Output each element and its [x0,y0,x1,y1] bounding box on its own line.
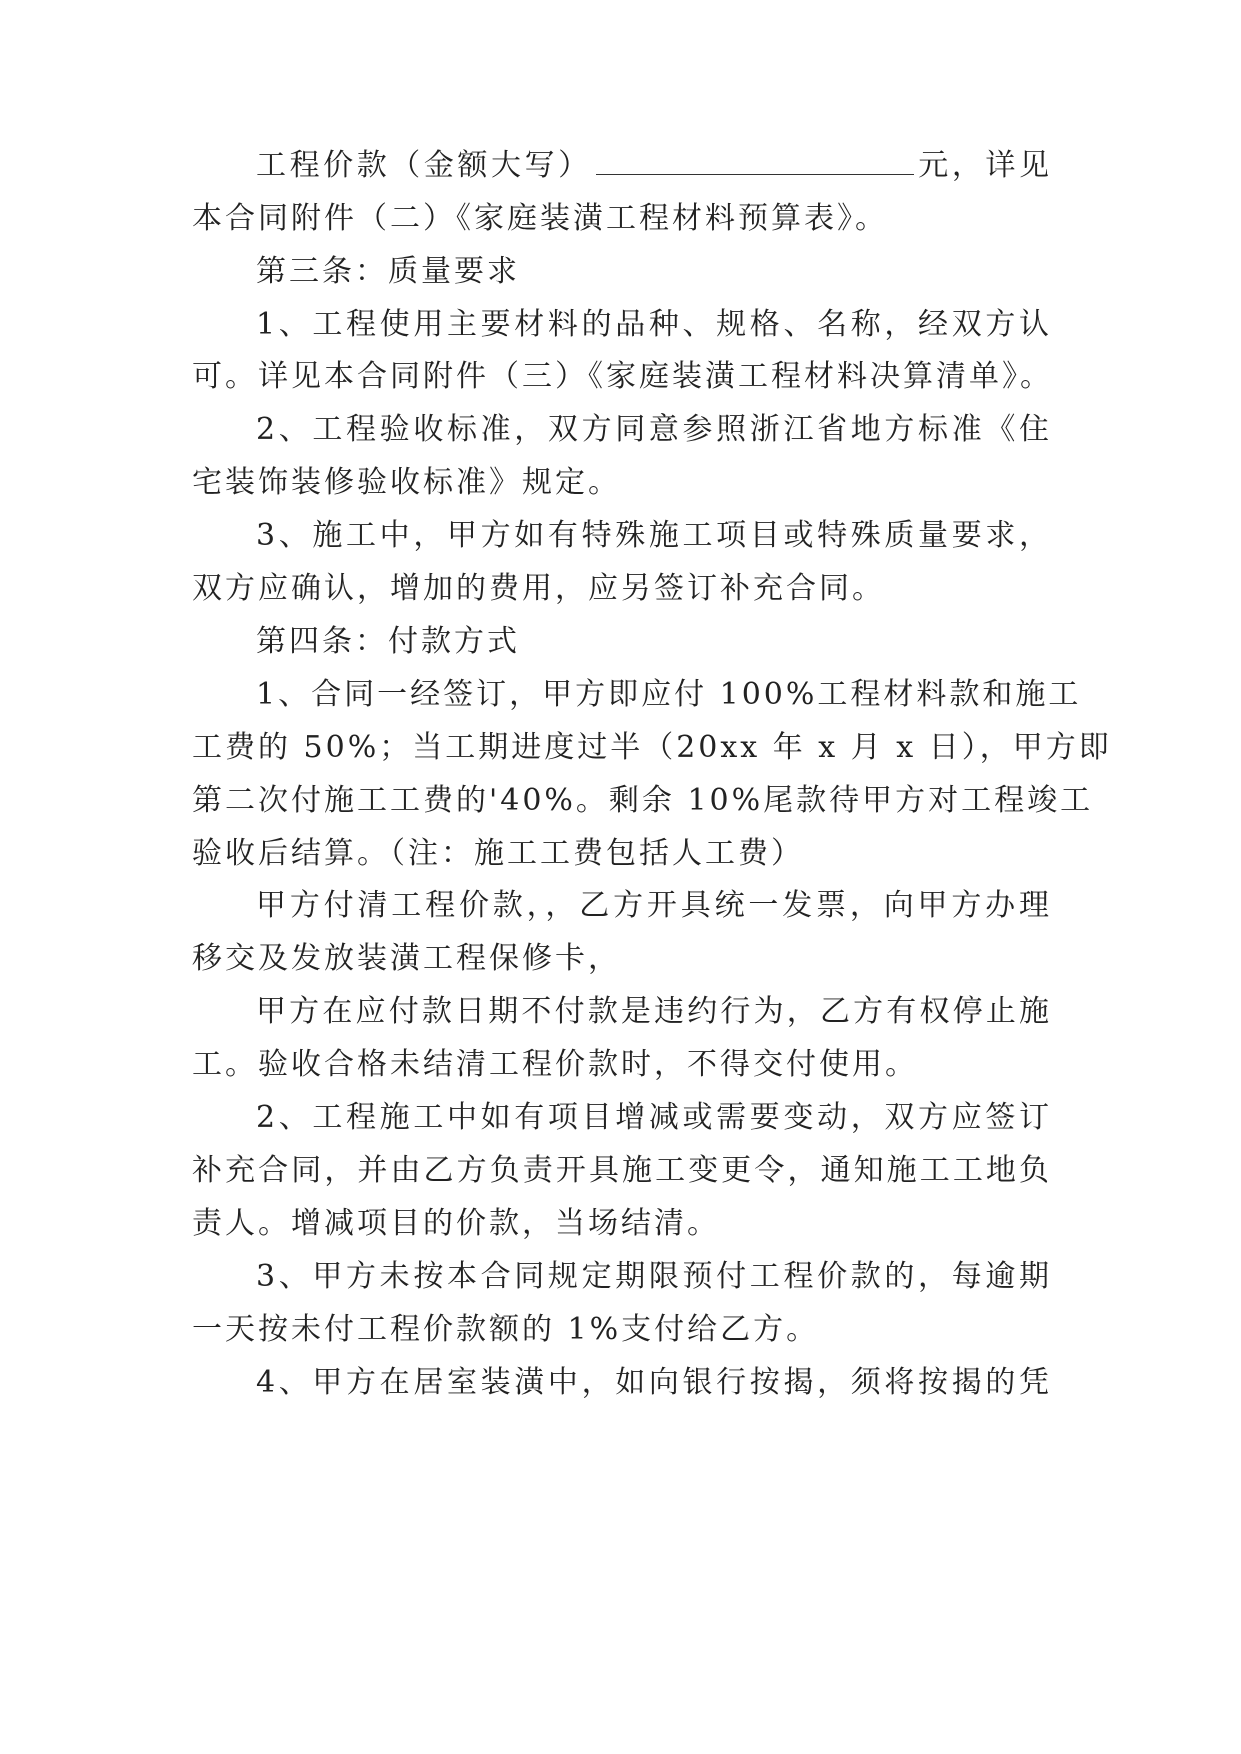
text-line: 可。详见本合同附件（三）《家庭装潢工程材料决算清单》。 [192,359,1053,394]
text-line: 工。验收合格未结清工程价款时，不得交付使用。 [192,1047,918,1082]
payment-amount-suffix: 元，详见 [917,148,1053,183]
payment-amount-label: 工程价款（金额大写） [256,148,592,183]
text-line: 4、甲方在居室装潢中，如向银行按揭，须将按揭的凭 [256,1365,1052,1400]
text-line: 甲方付清工程价款，，乙方开具统一发票，向甲方办理 [256,888,1052,923]
text-line: 甲方在应付款日期不付款是违约行为，乙方有权停止施 [256,994,1052,1029]
text-line: 补充合同，并由乙方负责开具施工变更令，通知施工工地负 [192,1153,1052,1188]
article-3-heading: 第三条：质量要求 [256,254,520,289]
text-line: 2、工程验收标准，双方同意参照浙江省地方标准《住 [256,412,1052,447]
payment-amount-line [256,146,1052,186]
text-line: 第二次付施工工费的'40%。剩余 10%尾款待甲方对工程竣工 [192,783,1094,818]
text-line: 1、合同一经签订，甲方即应付 100%工程材料款和施工 [256,677,1082,712]
text-line: 验收后结算。（注：施工工费包括人工费） [192,836,804,871]
text-line: 1、工程使用主要材料的品种、规格、名称，经双方认 [256,307,1052,342]
amount-blank-field [596,146,914,175]
text-line: 宅装饰装修验收标准》规定。 [192,465,621,500]
text-line: 本合同附件（二）《家庭装潢工程材料预算表》。 [192,201,888,236]
article-4-heading: 第四条：付款方式 [256,624,520,659]
text-line: 一天按未付工程价款额的 1%支付给乙方。 [192,1312,820,1347]
text-line: 移交及发放装潢工程保修卡， [192,941,621,976]
text-line: 双方应确认，增加的费用，应另签订补充合同。 [192,571,885,606]
text-line: 3、甲方未按本合同规定期限预付工程价款的，每逾期 [256,1259,1052,1294]
text-line: 工费的 50%；当工期进度过半（20xx 年 x 月 x 日），甲方即 [192,730,1112,765]
text-line: 3、施工中，甲方如有特殊施工项目或特殊质量要求， [256,518,1052,553]
text-line: 责人。增减项目的价款，当场结清。 [192,1206,720,1241]
text-line: 2、工程施工中如有项目增减或需要变动，双方应签订 [256,1100,1052,1135]
